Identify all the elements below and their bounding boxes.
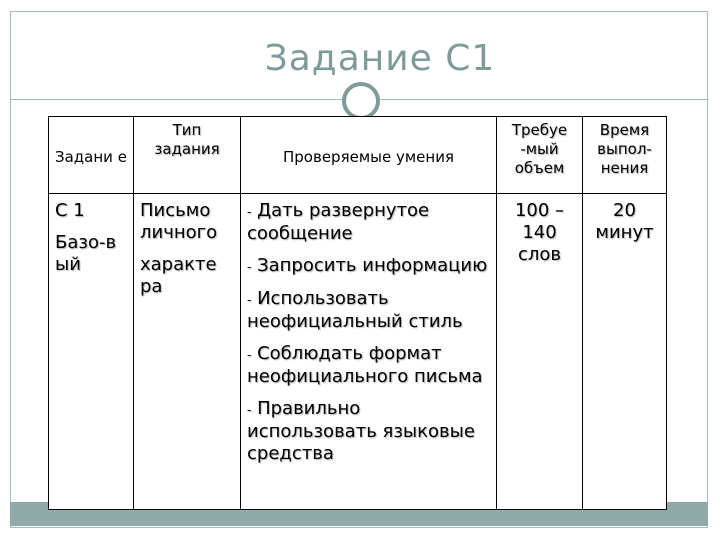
header-type: Тип задания — [134, 117, 241, 194]
skill-text: Запросить информацию — [257, 255, 488, 276]
header-volume: Требуе -мый объем — [497, 117, 583, 194]
bullet-dash: - — [247, 293, 252, 307]
header-task: Задани е — [49, 117, 134, 194]
bullet-dash: - — [247, 403, 252, 417]
task-code: С 1 — [55, 200, 85, 221]
bullet-dash: - — [247, 348, 252, 362]
slide-title-text: Задание С1 — [264, 38, 496, 79]
task-table — [48, 116, 667, 510]
table-header-row — [49, 117, 667, 194]
skill-text: Дать развернутое сообщение — [247, 200, 430, 244]
list-item — [247, 200, 490, 245]
task-level: Базо-в ый — [55, 232, 117, 275]
type-line-2: характе ра — [140, 254, 217, 297]
table-row — [49, 194, 667, 510]
slide-title — [0, 38, 720, 79]
skill-text: Использовать неофициальный стиль — [247, 288, 463, 332]
list-item — [247, 343, 490, 388]
cell-task — [49, 194, 134, 510]
skill-text: Правильно использовать языковые средства — [247, 398, 475, 464]
cell-volume: 100 – 140 слов — [497, 194, 583, 510]
list-item — [247, 255, 490, 278]
header-time: Время выпол- нения — [583, 117, 667, 194]
type-line-1: Письмо личного — [140, 200, 218, 243]
cell-skills — [241, 194, 497, 510]
list-item — [247, 398, 490, 465]
bullet-dash: - — [247, 205, 252, 219]
list-item — [247, 288, 490, 333]
divider-circle-ornament — [342, 82, 380, 120]
cell-type — [134, 194, 241, 510]
bullet-dash: - — [247, 260, 252, 274]
header-skills: Проверяемые умения — [241, 117, 497, 194]
cell-time: 20 минут — [583, 194, 667, 510]
skill-text: Соблюдать формат неофициального письма — [247, 343, 483, 387]
